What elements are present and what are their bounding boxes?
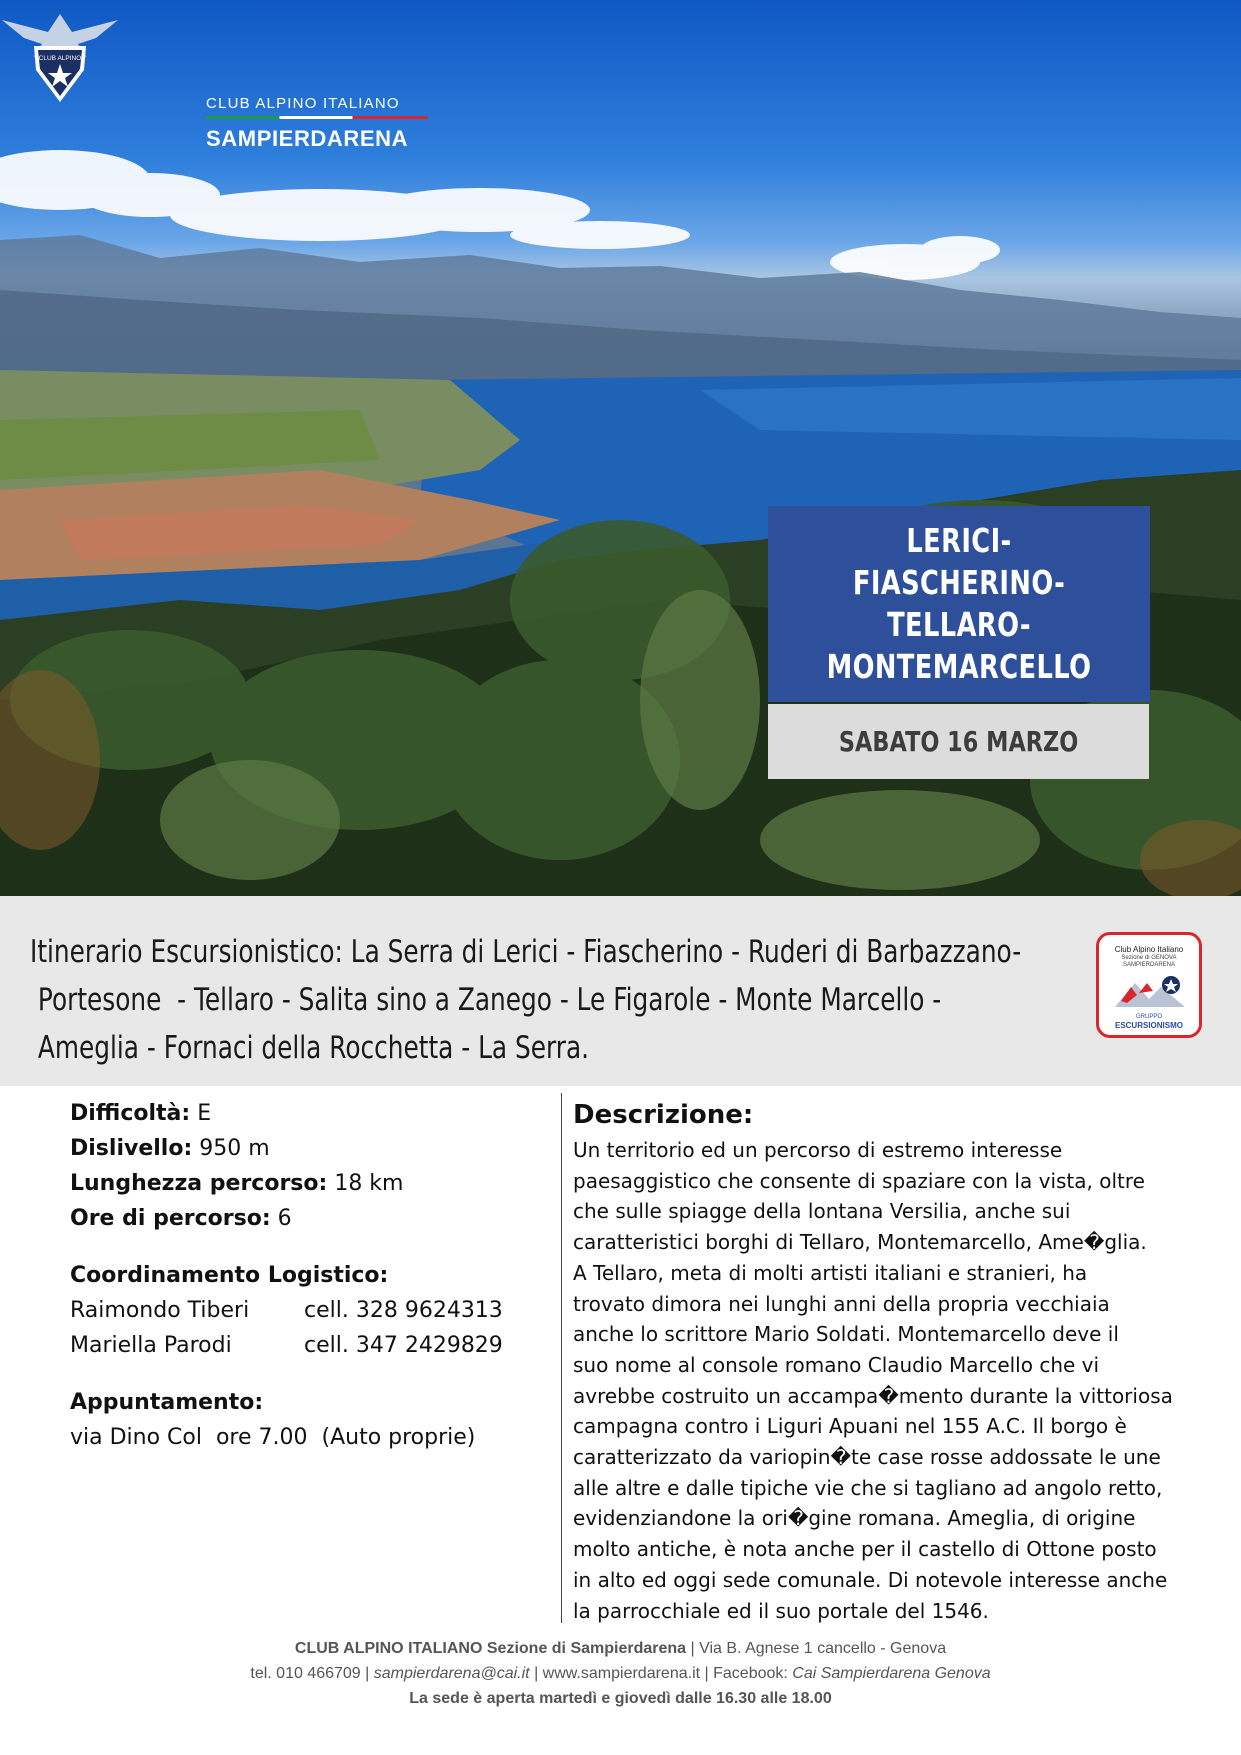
contact-phone: cell. 328 9624313 — [304, 1298, 503, 1323]
footer-web: | www.sampierdarena.it | Facebook: — [529, 1665, 793, 1682]
event-title-box — [768, 506, 1150, 702]
description-line: la parrocchiale ed il suo portale del 1546. — [573, 1598, 989, 1623]
footer-line-address — [0, 1636, 1241, 1661]
description-line: A Tellaro, meta di molti artisti italiani e stranieri, ha — [573, 1260, 1088, 1285]
description-line: evidenziandone la ori�gine romana. Ameglia, di origine — [573, 1506, 1136, 1531]
column-divider — [561, 1093, 562, 1623]
description-line: paesaggistico che consente di spaziare con la vista, oltre — [573, 1168, 1145, 1193]
description-line: anche lo scrittore Mario Soldati. Montemarcello deve il — [573, 1322, 1119, 1347]
footer-facebook-link[interactable]: Cai Sampierdarena Genova — [792, 1665, 991, 1682]
detail-value: E — [190, 1101, 212, 1126]
detail-value: 6 — [270, 1206, 292, 1231]
badge-line: GRUPPO — [1135, 1014, 1162, 1020]
description-line: in alto ed oggi sede comunale. Di notevole interesse anche — [573, 1567, 1168, 1592]
escursionismo-badge — [1096, 932, 1202, 1038]
detail-value: 18 km — [327, 1171, 404, 1196]
detail-label: Difficoltà: — [70, 1101, 191, 1126]
detail-value: 950 m — [192, 1136, 270, 1161]
detail-difficolta — [70, 1096, 540, 1131]
svg-text:CLUB ALPINO: CLUB ALPINO — [38, 55, 82, 62]
detail-lunghezza — [70, 1166, 540, 1201]
trip-details — [70, 1096, 540, 1455]
coordinamento-heading: Coordinamento Logistico: — [70, 1263, 389, 1288]
event-date: SABATO 16 MARZO — [838, 725, 1079, 758]
event-title — [810, 520, 1108, 688]
description-line: campagna contro i Liguri Apuani nel 155 A.C. Il borgo è — [573, 1414, 1127, 1439]
description-line: avrebbe costruito un accampa�mento durante la vittoriosa — [573, 1383, 1173, 1408]
footer-club-name: CLUB ALPINO ITALIANO Sezione di Sampierdarena — [294, 1640, 687, 1657]
description-line: Un territorio ed un percorso di estremo interesse — [573, 1138, 1063, 1162]
event-title-line: MONTEMARCELLO — [826, 647, 1092, 686]
description-section — [573, 1098, 1183, 1626]
footer — [0, 1636, 1241, 1711]
footer-line-contacts — [0, 1661, 1241, 1686]
tricolor-line — [206, 116, 428, 119]
footer-address: | Via B. Agnese 1 cancello - Genova — [686, 1640, 947, 1657]
event-title-line: TELLARO- — [887, 605, 1031, 644]
description-line: che sulle spiagge della lontana Versilia, anche sui — [573, 1199, 1071, 1224]
appuntamento-heading: Appuntamento: — [70, 1390, 264, 1415]
brand-section-name: SAMPIERDARENA — [206, 126, 409, 151]
contact-name: Mariella Parodi — [70, 1333, 232, 1358]
description-line: molto antiche, è nota anche per il castello di Ottone posto — [573, 1537, 1157, 1562]
detail-dislivello — [70, 1131, 540, 1166]
itinerary-line: Portesone - Tellaro - Salita sino a Zanego - Le Figarole - Monte Marcello - — [30, 982, 942, 1018]
event-title-line: LERICI-FIASCHERINO- — [852, 521, 1066, 602]
contact-phone: cell. 347 2429829 — [304, 1333, 503, 1358]
description-line: caratteristici borghi di Tellaro, Montemarcello, Ame�glia. — [573, 1230, 1147, 1255]
badge-line: Sezione di GENOVA — [1121, 955, 1177, 961]
event-date-box — [768, 704, 1149, 779]
mountain-flag-icon — [1113, 971, 1187, 1011]
description-heading: Descrizione: — [573, 1100, 754, 1130]
description-text — [573, 1135, 1183, 1626]
badge-line: ESCURSIONISMO — [1114, 1021, 1183, 1030]
description-line: trovato dimora nei lunghi anni della propria vecchiaia — [573, 1291, 1110, 1316]
description-line: alle altre e dalle tipiche vie che si tagliano ad angolo retto, — [573, 1475, 1163, 1500]
contact-row — [70, 1328, 540, 1363]
detail-ore — [70, 1201, 540, 1236]
contact-row — [70, 1293, 540, 1328]
footer-phone: tel. 010 466709 | — [250, 1665, 374, 1682]
detail-label: Dislivello: — [70, 1136, 193, 1161]
itinerary-line: Itinerario Escursionistico: La Serra di Lerici - Fiascherino - Ruderi di Barbazzano- — [30, 934, 1022, 970]
brand-club-name: CLUB ALPINO ITALIANO — [206, 95, 400, 112]
badge-line: SAMPIERDARENA — [1122, 962, 1175, 968]
itinerary-line: Ameglia - Fornaci della Rocchetta - La Serra. — [30, 1030, 590, 1066]
badge-line: Club Alpino Italiano — [1114, 945, 1184, 954]
itinerary-text — [30, 928, 1022, 1072]
description-line: caratterizzato da variopin�te case rosse addossate le une — [573, 1445, 1161, 1470]
detail-label: Lunghezza percorso: — [70, 1171, 328, 1196]
footer-opening-hours: La sede è aperta martedì e giovedì dalle 16.30 alle 18.00 — [409, 1690, 832, 1707]
contact-name: Raimondo Tiberi — [70, 1298, 250, 1323]
detail-label: Ore di percorso: — [70, 1206, 271, 1231]
appuntamento-value: via Dino Col ore 7.00 (Auto proprie) — [70, 1425, 476, 1450]
description-line: suo nome al console romano Claudio Marcello che vi — [573, 1352, 1100, 1377]
cai-eagle-logo — [0, 0, 120, 112]
footer-email-link[interactable]: sampierdarena@cai.it — [373, 1665, 530, 1682]
